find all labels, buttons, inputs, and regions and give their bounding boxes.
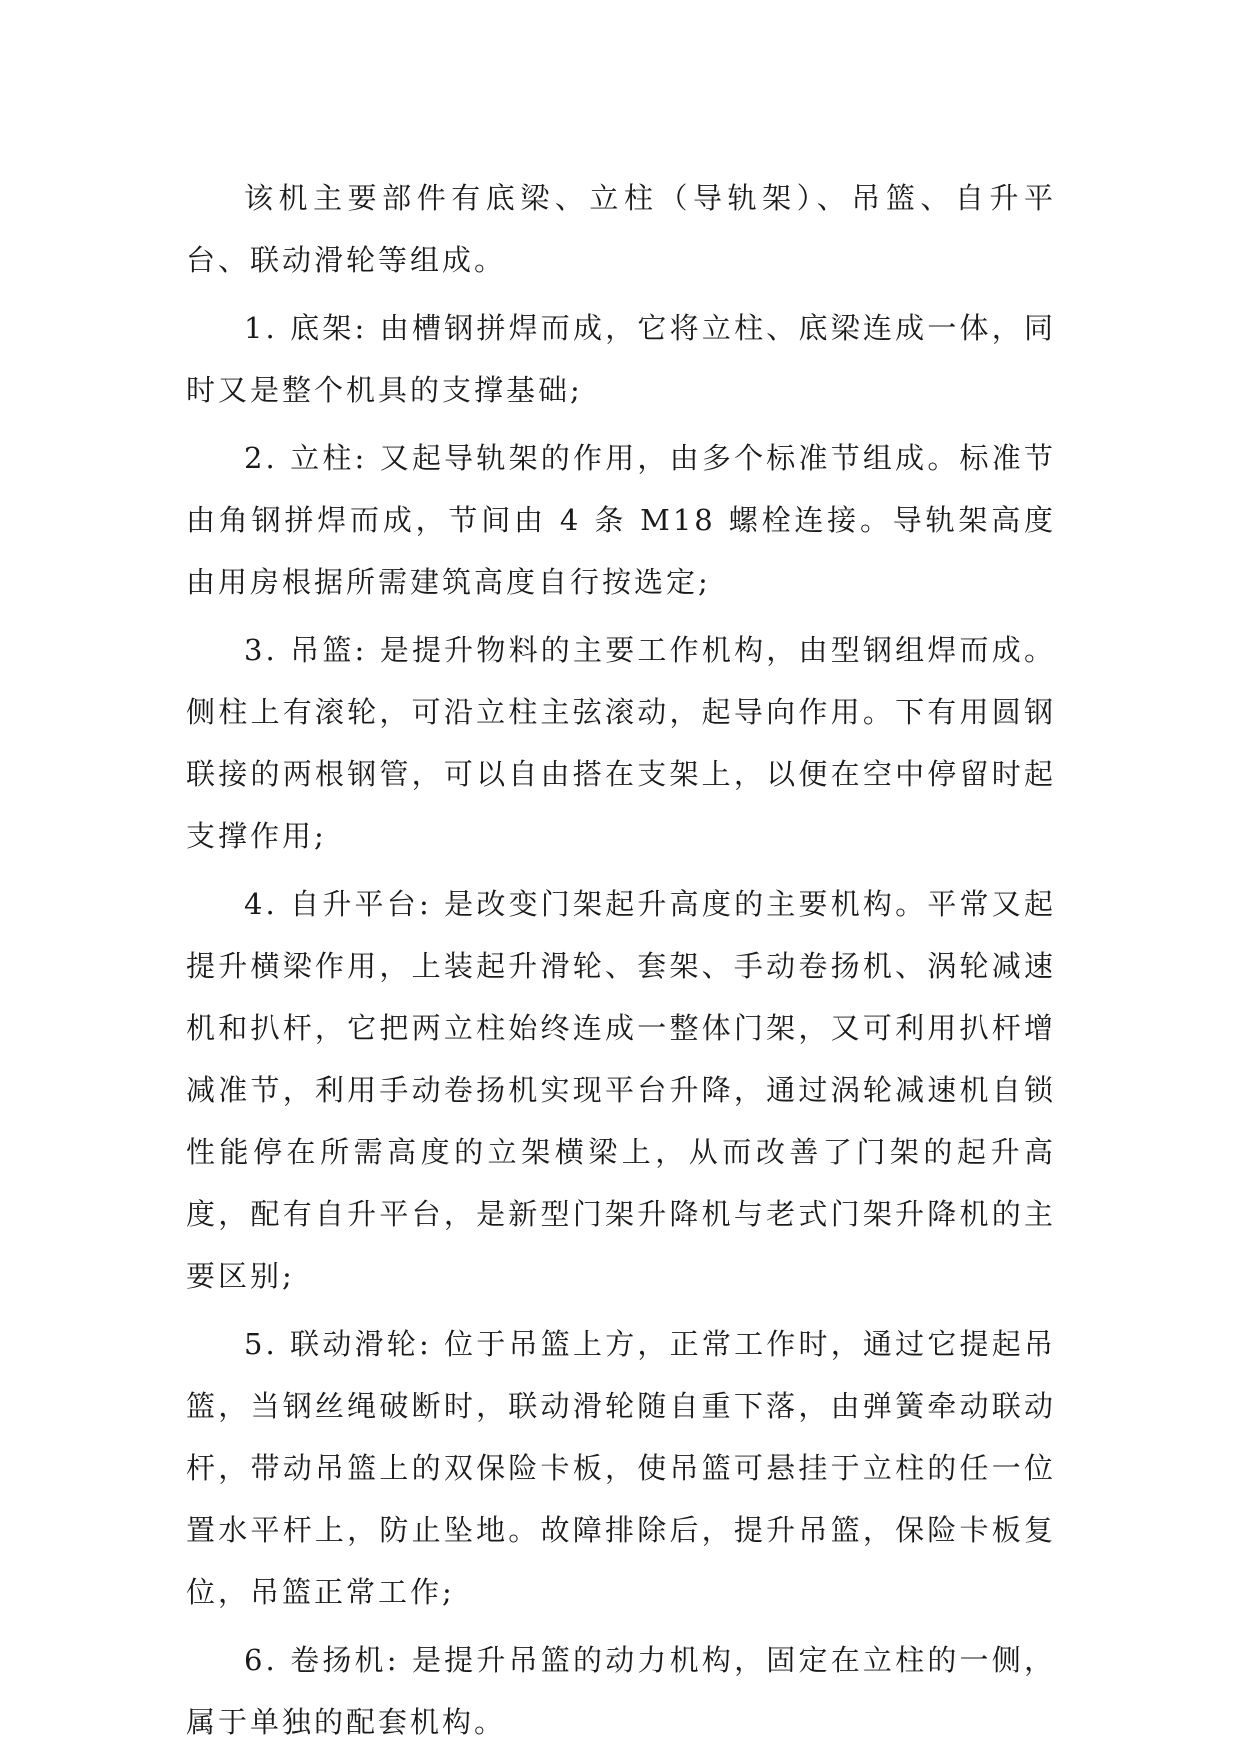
paragraph-linkage-pulley: 5. 联动滑轮: 位于吊篮上方，正常工作时，通过它提起吊篮，当钢丝绳破断时，联动滑轮随自重下落，由弹簧牵动联动杆，带动吊篮上的双保险卡板，使吊篮可悬挂于立柱的任一位置水平杆上，防止坠地。故障排除后，提升吊篮，保险卡板复位，吊篮正常工作; xyxy=(186,1327,1056,1609)
paragraph-self-lifting-platform: 4. 自升平台: 是改变门架起升高度的主要机构。平常又起提升横梁作用，上装起升滑轮、套架、手动卷扬机、涡轮减速机和扒杆，它把两立柱始终连成一整体门架，又可利用扒杆增减准节，利用手动卷扬机实现平台升降，通过涡轮减速机自锁性能停在所需高度的立架横梁上，从而改善了门架的起升高度，配有自升平台，是新型门架升降机与老式门架升降机的主要区别; xyxy=(186,887,1056,1293)
paragraph-winch: 6. 卷扬机: 是提升吊篮的动力机构，固定在立柱的一侧，属于单独的配套机构。 xyxy=(186,1643,1056,1739)
paragraph-hanging-basket: 3. 吊篮: 是提升物料的主要工作机构，由型钢组焊而成。侧柱上有滚轮，可沿立柱主弦滚动，起导向作用。下有用圆钢联接的两根钢管，可以自由搭在支架上，以便在空中停留时起支撑作用; xyxy=(186,633,1056,853)
paragraph-intro: 该机主要部件有底梁、立柱（导轨架）、吊篮、自升平台、联动滑轮等组成。 xyxy=(186,181,1056,277)
paragraph-base-frame: 1. 底架: 由槽钢拼焊而成，它将立柱、底梁连成一体，同时又是整个机具的支撑基础; xyxy=(186,311,1056,407)
document-body xyxy=(186,167,1056,1759)
paragraph-column: 2. 立柱: 又起导轨架的作用，由多个标准节组成。标准节由角钢拼焊而成，节间由 4 条 M18 螺栓连接。导轨架高度由用房根据所需建筑高度自行按选定; xyxy=(186,441,1056,599)
